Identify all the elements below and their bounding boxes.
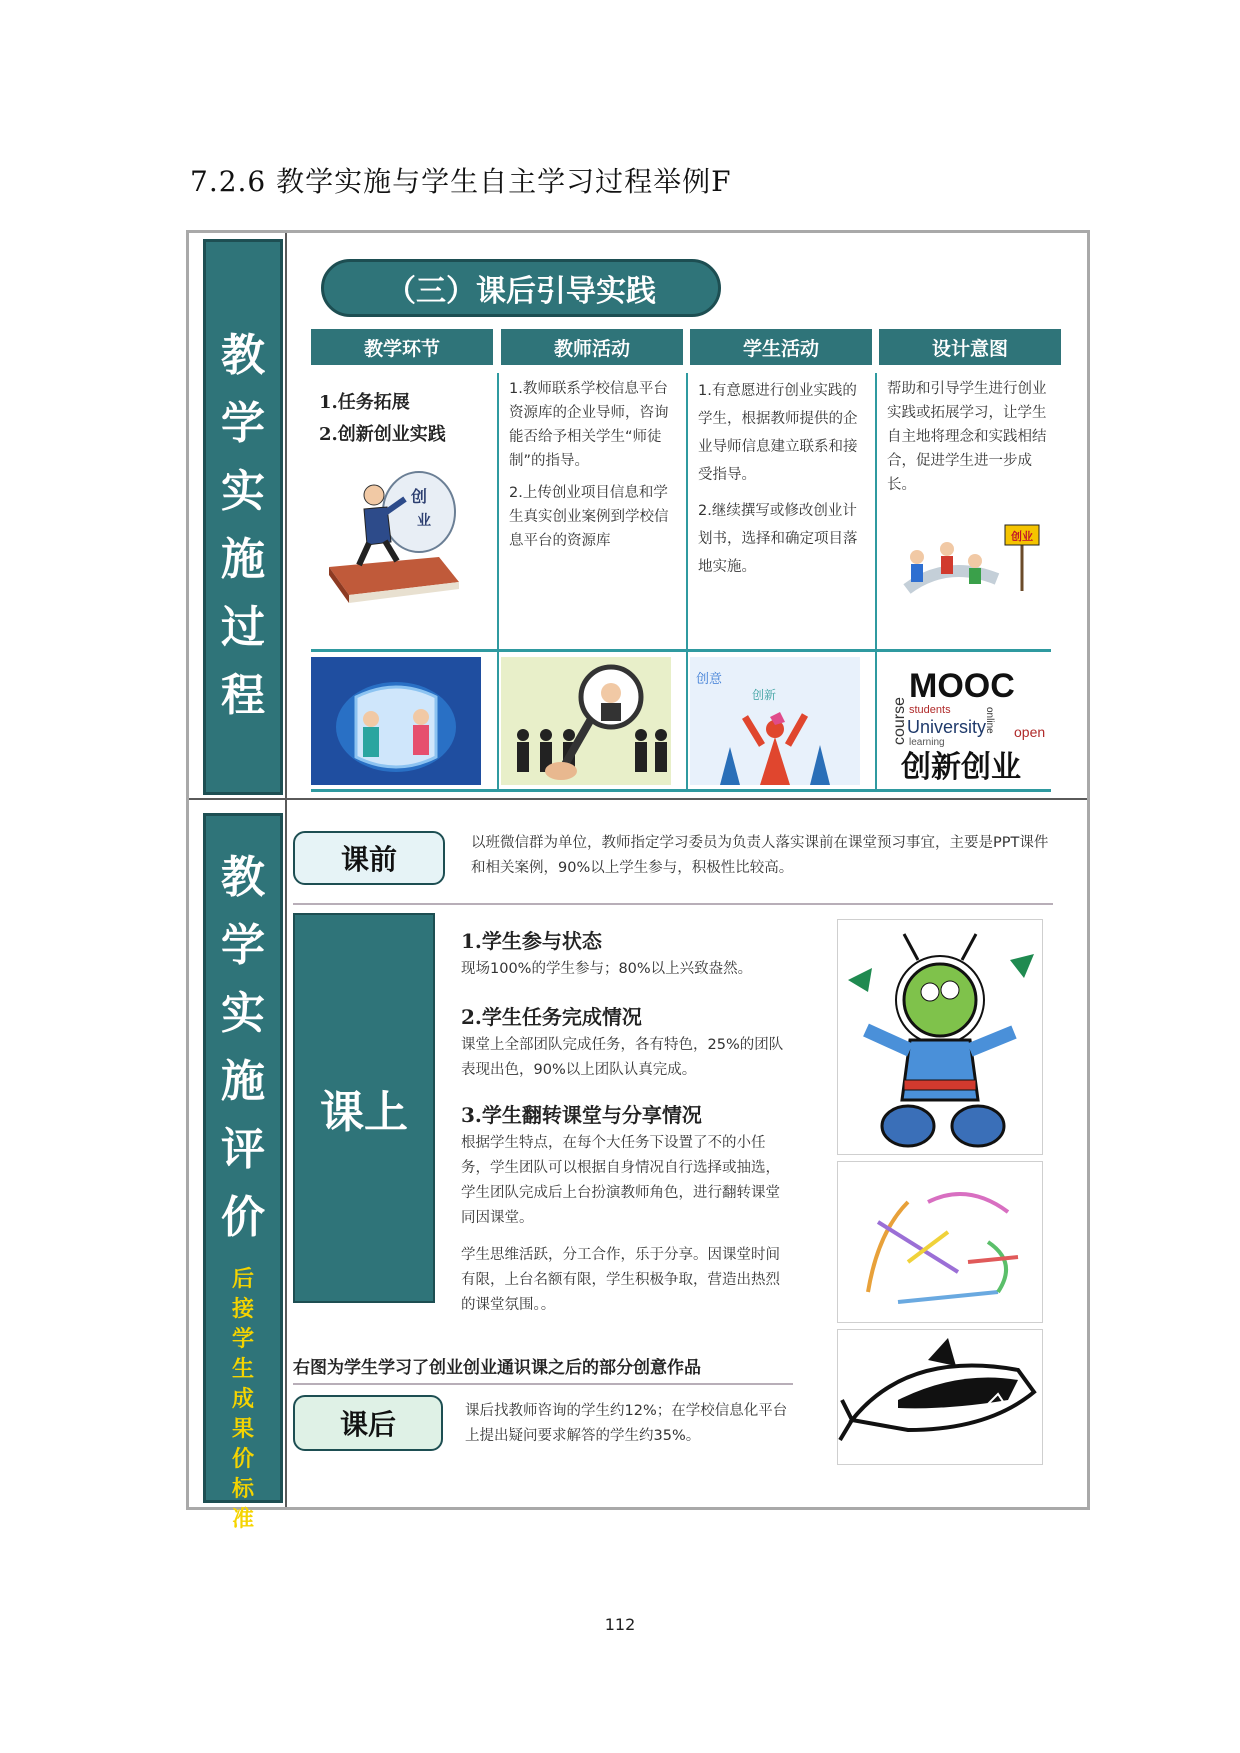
divider	[285, 233, 287, 1507]
column-intent	[879, 329, 1061, 543]
intent-item: 帮助和引导学生进行创业实践或拓展学习，让学生自主地将理念和实践相结合，促进学生进一步成长。	[887, 381, 1047, 493]
cloud-word: students	[909, 704, 951, 716]
bubble-text: 创新	[752, 688, 777, 702]
intent-text	[879, 373, 1061, 641]
cloud-word: open	[1014, 724, 1046, 740]
column-divider	[875, 373, 877, 789]
side-char: 学	[221, 398, 265, 449]
item-title: 1.学生参与状态	[461, 929, 602, 953]
column-divider	[686, 373, 688, 789]
side-label-evaluation	[203, 813, 283, 1532]
side-char: 施	[221, 1056, 265, 1107]
teacher-item: 2.上传创业项目信息和学生真实创业案例到学校信息平台的资源库	[509, 485, 669, 549]
cloud-word: MOOC	[909, 667, 1015, 705]
side-sub-char: 生	[231, 1356, 254, 1382]
side-char: 程	[221, 670, 265, 721]
column-header: 学生活动	[690, 329, 872, 365]
side-sub-char: 标	[231, 1476, 254, 1502]
page-heading: 7.2.6 教学实施与学生自主学习过程举例F	[190, 165, 732, 198]
item-text: 现场100%的学生参与；80%以上兴致盎然。	[461, 961, 753, 977]
after-class-text: 课后找教师咨询的学生约12%；在学校信息化平台上提出疑问要求解答的学生约35%。	[465, 1403, 788, 1444]
label-before-class: 课前	[293, 831, 445, 885]
shark-drawing	[837, 1329, 1043, 1465]
cloud-word: University	[907, 717, 987, 737]
item-title: 3.学生翻转课堂与分享情况	[461, 1103, 702, 1127]
item-text: 根据学生特点，在每个大任务下设置了不的小任务，学生团队可以根据自身情况自行选择或抽选，学生团队完成后上台扮演教师角色，进行翻转课堂同因课堂。	[461, 1135, 780, 1226]
side-char: 价	[221, 1192, 265, 1243]
online-learning-image	[311, 657, 481, 785]
column-student	[690, 329, 872, 575]
cloud-word: 创新创业	[901, 750, 1021, 785]
column-stage	[311, 329, 493, 529]
bag-text: 业	[417, 513, 431, 529]
side-sub-char: 后	[231, 1266, 254, 1292]
column-header: 教师活动	[501, 329, 683, 365]
sign-text: 创业	[1011, 530, 1033, 543]
stage-item: 1.任务拓展	[319, 392, 410, 413]
before-class-text: 以班微信群为单位，教师指定学习委员为负责人落实课前在课堂预习事宜，主要是PPT课件和相关案例，90%以上学生参与，积极性比较高。	[471, 835, 1049, 876]
row-divider	[311, 789, 1051, 792]
item-title: 2.学生任务完成情况	[461, 1005, 642, 1029]
mentor-search-image	[501, 657, 671, 785]
cloud-word: online	[984, 707, 995, 734]
label-after-class: 课后	[293, 1395, 443, 1451]
creativity-image	[690, 657, 860, 785]
row-divider	[311, 649, 1051, 652]
works-note: 右图为学生学习了创业创业通识课之后的部分创意作品	[293, 1358, 701, 1378]
section-title: （三）课后引导实践	[321, 259, 721, 317]
figure-frame	[186, 230, 1090, 1532]
side-label-process	[203, 239, 283, 795]
side-sub-char: 准	[231, 1506, 254, 1532]
divider	[189, 798, 285, 800]
divider	[293, 903, 1053, 905]
alien-drawing	[837, 919, 1043, 1155]
student-item: 1.有意愿进行创业实践的学生，根据教师提供的企业导师信息建立联系和接受指导。	[698, 383, 858, 483]
divider	[293, 1383, 793, 1385]
side-char: 实	[221, 466, 265, 517]
stage-items	[311, 373, 493, 641]
teacher-item: 1.教师联系学校信息平台资源库的企业导师，咨询能否给予相关学生“师徒制”的指导。	[509, 381, 669, 469]
column-teacher	[501, 329, 683, 549]
teamwork-illustration	[887, 519, 1047, 599]
teacher-activities	[501, 373, 683, 641]
student-activities	[690, 373, 872, 641]
page-number: 112	[604, 1615, 636, 1634]
item-text: 课堂上全部团队完成任务，各有特色，25%的团队表现出色，90%以上团队认真完成。	[461, 1037, 784, 1078]
arrows-drawing	[837, 1161, 1043, 1323]
side-char: 评	[221, 1124, 265, 1175]
side-char: 实	[221, 988, 265, 1039]
side-char: 教	[221, 852, 265, 903]
stage-item: 2.创新创业实践	[319, 424, 446, 445]
side-char: 施	[221, 534, 265, 585]
item-text-extra: 学生思维活跃，分工合作，乐于分享。因课堂时间有限，上台名额有限，学生积极争取，营造出热烈的课堂氛围。。	[461, 1247, 780, 1313]
side-sub-char: 学	[231, 1326, 254, 1352]
bag-text: 创	[411, 487, 428, 506]
label-in-class: 课上	[293, 913, 435, 1303]
student-item: 2.继续撰写或修改创业计划书，选择和确定项目落地实施。	[698, 503, 858, 575]
side-char: 学	[221, 920, 265, 971]
side-sub-char: 成	[231, 1386, 254, 1412]
side-char: 教	[221, 330, 265, 381]
cloud-word: course	[891, 696, 908, 745]
side-sub-char: 果	[231, 1416, 254, 1442]
entrepreneur-illustration	[319, 457, 469, 607]
divider	[285, 798, 1087, 800]
bubble-text: 创意	[696, 672, 723, 687]
column-header: 教学环节	[311, 329, 493, 365]
column-header: 设计意图	[879, 329, 1061, 365]
column-divider	[497, 373, 499, 789]
mooc-wordcloud-image	[879, 657, 1049, 785]
cloud-word: learning	[909, 737, 945, 748]
side-char: 过	[221, 602, 265, 653]
side-sub-char: 接	[231, 1296, 254, 1322]
side-sub-char: 价	[231, 1446, 254, 1472]
